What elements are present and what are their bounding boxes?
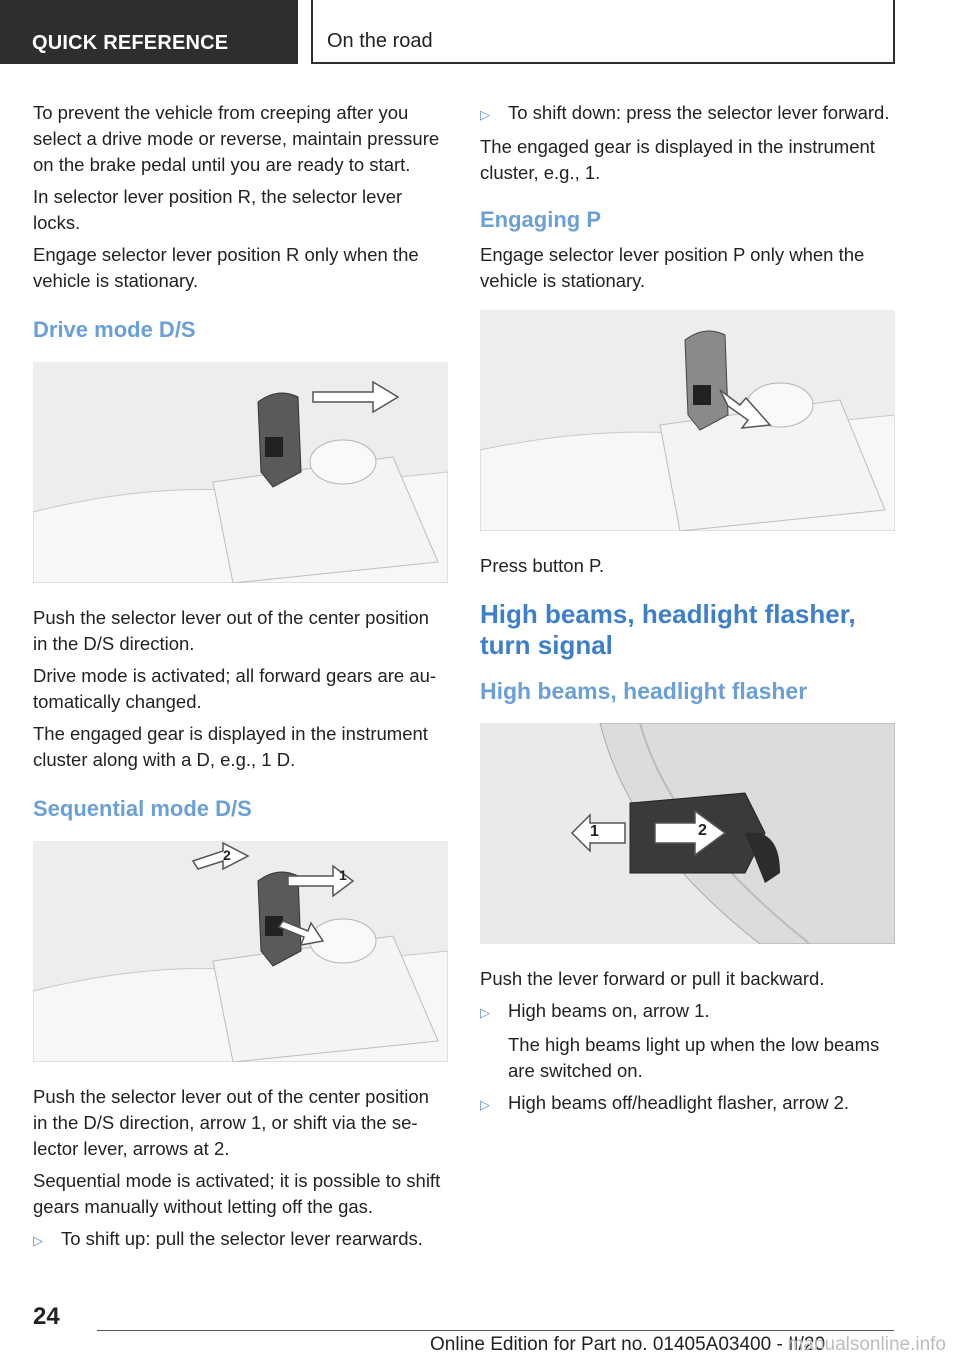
left-column <box>33 100 448 1260</box>
figure-drive-mode <box>33 362 448 583</box>
figure-sequential-mode <box>33 841 448 1062</box>
list-item: ▷ High beams on, arrow 1. <box>480 998 895 1026</box>
watermark: manualsonline.info <box>787 1334 946 1355</box>
paragraph: Push the selector lever out of the center position in the D/S direction. <box>33 607 429 654</box>
triangle-bullet-icon: ▷ <box>480 1097 490 1112</box>
footer-divider <box>97 1330 894 1331</box>
chapter-tab <box>311 0 895 64</box>
chapter-title: On the road <box>327 30 433 52</box>
paragraph: Press button P. <box>480 555 605 576</box>
paragraph: Push the selector lever out of the center position in the D/S direction, arrow 1, or shift via the selector lever, arrows at 2. <box>33 1086 429 1159</box>
triangle-bullet-icon: ▷ <box>33 1233 43 1248</box>
list-item: ▷ To shift up: pull the selector lever rearwards. <box>33 1226 448 1254</box>
arrow-label-2: 2 <box>698 822 707 839</box>
page-number: 24 <box>33 1303 60 1330</box>
heading-high-beams-turn-signal: High beams, headlight flasher, turn signal <box>480 599 856 660</box>
arrow-label-1: 1 <box>339 867 347 883</box>
paragraph: The engaged gear is displayed in the instrument cluster, e.g., 1. <box>480 136 875 183</box>
triangle-bullet-icon: ▷ <box>480 107 490 122</box>
heading-drive-mode: Drive mode D/S <box>33 317 196 342</box>
paragraph: The engaged gear is displayed in the instrument cluster along with a D, e.g., 1 D. <box>33 723 428 770</box>
paragraph: The high beams light up when the low beams are switched on. <box>508 1034 880 1081</box>
paragraph: In selector lever position R, the selector lever locks. <box>33 186 403 233</box>
list-item: ▷ To shift down: press the selector lever forward. <box>480 100 895 128</box>
figure-high-beams <box>480 723 895 944</box>
paragraph: Engage selector lever position R only when the vehicle is stationary. <box>33 244 419 291</box>
heading-engaging-p: Engaging P <box>480 207 601 232</box>
paragraph: Sequential mode is activated; it is possible to shift gears manually without letting off the gas. <box>33 1170 441 1217</box>
paragraph: Push the lever forward or pull it backward. <box>480 968 825 989</box>
paragraph: To prevent the vehicle from creeping after you select a drive mode or reverse, maintain pressure on the brake pedal until you are ready to start. <box>33 102 440 175</box>
paragraph: Drive mode is activated; all forward gears are automatically changed. <box>33 665 437 712</box>
triangle-bullet-icon: ▷ <box>480 1005 490 1020</box>
list-item: ▷ High beams off/headlight flasher, arrow 2. <box>480 1090 895 1118</box>
arrow-label-1: 1 <box>590 823 599 840</box>
section-tab <box>0 0 298 64</box>
figure-engaging-p <box>480 310 895 531</box>
edition-text: Online Edition for Part no. 01405A03400 - II/20 <box>430 1334 826 1355</box>
arrow-label-2: 2 <box>223 847 231 863</box>
heading-high-beams-headlight-flasher: High beams, headlight flasher <box>480 678 808 704</box>
section-title: QUICK REFERENCE <box>32 32 229 54</box>
heading-sequential-mode: Sequential mode D/S <box>33 796 252 821</box>
right-column <box>480 100 895 1124</box>
paragraph: Engage selector lever position P only when the vehicle is stationary. <box>480 244 865 291</box>
